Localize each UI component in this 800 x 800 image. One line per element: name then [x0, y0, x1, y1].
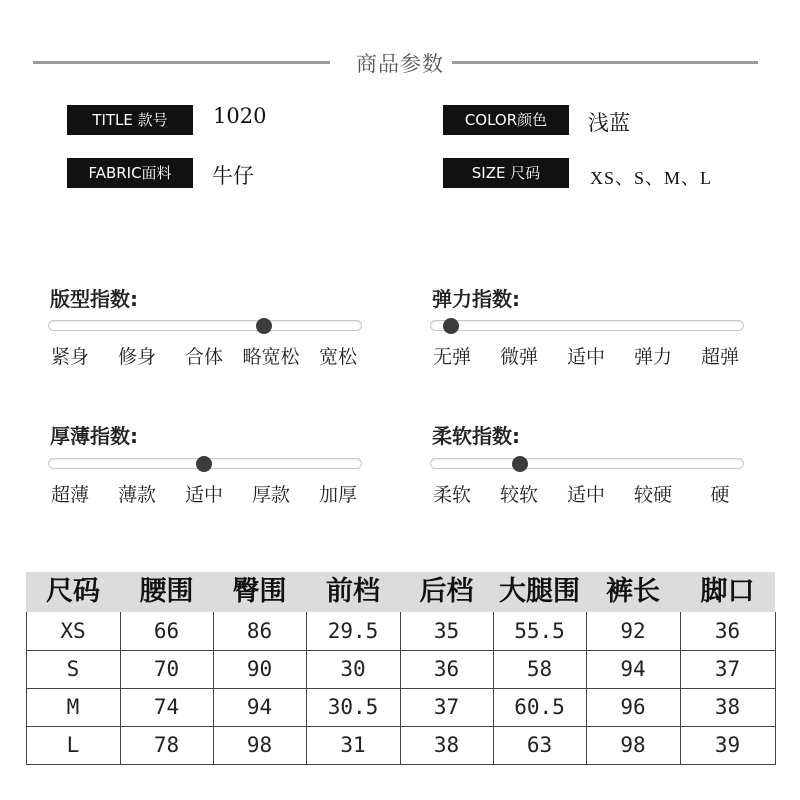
index-tick-label: 无弹: [432, 346, 471, 368]
table-cell: 96: [620, 695, 646, 719]
table-cell: 74: [153, 695, 180, 719]
param-value-size: XS、S、M、L: [590, 168, 713, 188]
index-title: 弹力指数:: [432, 287, 520, 311]
index-tick-label: 适中: [566, 346, 605, 368]
table-cell: 58: [526, 657, 553, 681]
index-title: 版型指数:: [50, 287, 138, 311]
table-cell: 92: [620, 619, 646, 643]
table-cell: 38: [714, 695, 741, 719]
table-cell: 37: [714, 657, 741, 681]
table-header-cell: 后档: [419, 576, 474, 607]
table-cell: 37: [433, 695, 460, 719]
index-tick-label: 修身: [117, 346, 156, 368]
index-slider-thumb: [256, 318, 272, 334]
table-cell: 94: [620, 657, 646, 681]
table-header-cell: 裤长: [606, 576, 660, 607]
table-size-cell: S: [66, 657, 80, 681]
table-cell: 39: [714, 733, 741, 757]
index-tick-label: 适中: [566, 484, 605, 506]
param-value-color: 浅蓝: [588, 111, 630, 135]
table-size-cell: L: [66, 733, 80, 757]
table-cell: 29.5: [327, 619, 379, 643]
index-tick-label: 较软: [499, 484, 538, 506]
table-cell: 60.5: [514, 695, 565, 719]
param-label-color: COLOR颜色: [443, 105, 569, 135]
table-cell: 90: [246, 657, 273, 681]
index-tick-label: 较硬: [633, 484, 672, 506]
param-value-fabric: 牛仔: [212, 164, 254, 188]
index-tick-label: 宽松: [318, 346, 357, 368]
index-slider-thumb: [512, 456, 528, 472]
index-tick-label: 硬: [710, 484, 730, 506]
index-tick-label: 紧身: [50, 346, 89, 368]
table-header-cell: 臀围: [232, 576, 287, 607]
index-tick-label: 厚款: [251, 484, 290, 506]
index-tick-label: 薄款: [117, 484, 156, 506]
section-title: 商品参数: [356, 52, 444, 76]
table-cell: 36: [714, 619, 741, 643]
table-header-cell: 腰围: [139, 576, 194, 607]
table-cell: 55.5: [514, 619, 565, 643]
table-cell: 98: [246, 733, 273, 757]
header-rule-right: [452, 61, 758, 64]
param-label-size: SIZE 尺码: [443, 158, 569, 188]
index-slider-thumb: [443, 318, 459, 334]
table-cell: 30: [340, 657, 366, 681]
index-slider-thumb: [196, 456, 212, 472]
table-cell: 35: [433, 619, 460, 643]
index-tick-label: 柔软: [432, 484, 471, 506]
table-cell: 78: [153, 733, 180, 757]
table-cell: 38: [433, 733, 460, 757]
index-slider-track: [48, 320, 362, 331]
header-rule-left: [33, 61, 330, 64]
table-cell: 70: [153, 657, 180, 681]
index-tick-label: 合体: [184, 346, 223, 368]
index-tick-label: 适中: [184, 484, 223, 506]
table-header-cell: 脚口: [700, 576, 755, 607]
table-cell: 36: [433, 657, 460, 681]
index-title: 厚薄指数:: [50, 424, 138, 448]
index-title: 柔软指数:: [432, 424, 520, 448]
table-cell: 66: [153, 619, 180, 643]
param-value-title: 1020: [213, 104, 267, 128]
index-slider-track: [430, 458, 744, 469]
table-cell: 63: [526, 733, 553, 757]
table-size-cell: XS: [60, 619, 86, 643]
table-header-cell: 尺码: [46, 576, 100, 607]
table-cell: 98: [620, 733, 646, 757]
index-tick-label: 微弹: [499, 346, 538, 368]
param-label-fabric: FABRIC面料: [67, 158, 193, 188]
table-size-cell: M: [66, 695, 80, 719]
index-tick-label: 略宽松: [242, 346, 300, 368]
param-label-title: TITLE 款号: [67, 105, 193, 135]
index-slider-track: [430, 320, 744, 331]
table-cell: 31: [340, 733, 366, 757]
index-tick-label: 超弹: [700, 346, 739, 368]
index-tick-label: 弹力: [633, 346, 672, 368]
table-header-cell: 前档: [326, 576, 380, 607]
index-tick-label: 超薄: [50, 484, 89, 506]
index-tick-label: 加厚: [318, 484, 357, 506]
table-header-cell: 大腿围: [499, 576, 580, 607]
table-cell: 94: [246, 695, 273, 719]
table-cell: 86: [246, 619, 273, 643]
table-cell: 30.5: [327, 695, 379, 719]
